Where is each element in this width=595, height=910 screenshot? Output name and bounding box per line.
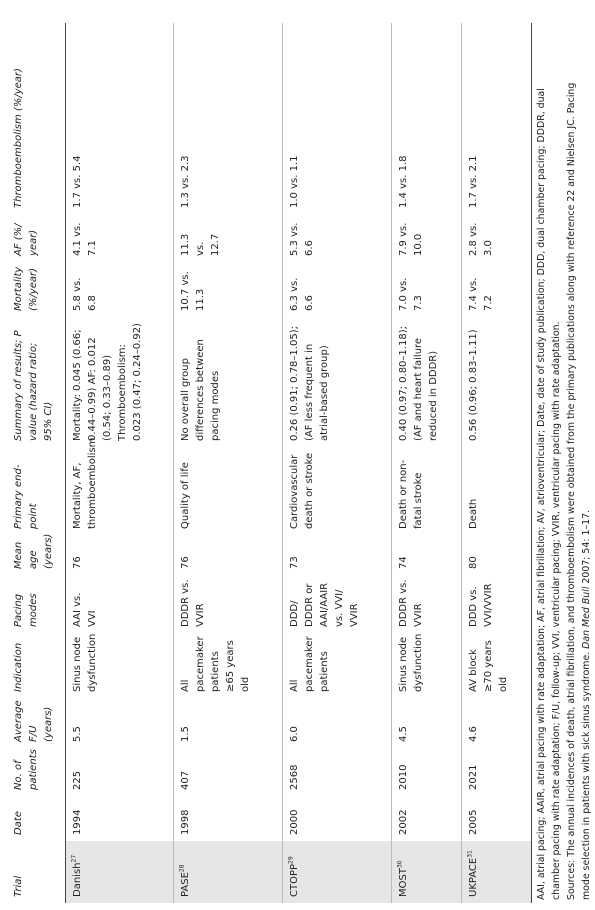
trial-cell <box>462 841 532 903</box>
mean-age-cell: 74 <box>392 535 462 575</box>
trial-cell <box>174 841 283 903</box>
trial-name: PASE <box>180 872 192 897</box>
patients-cell: 2568 <box>283 748 392 796</box>
followup-cell: 4.5 <box>392 698 462 748</box>
followup-cell: 5.5 <box>65 698 174 748</box>
date-cell: 2002 <box>392 796 462 841</box>
af-cell: 4.1 vs. 7.1 <box>65 214 174 262</box>
table-row <box>392 23 462 903</box>
trial-name: MOST <box>398 868 410 897</box>
mortality-cell: 7.0 vs. 7.3 <box>392 262 462 317</box>
mortality-cell: 7.4 vs. 7.2 <box>462 262 532 317</box>
reference-number: 27 <box>70 854 78 863</box>
table-footnotes <box>534 20 594 900</box>
thromboembolism-cell: 1.4 vs. 1.8 <box>392 23 462 214</box>
endpoint-cell: Cardiovascular death or stroke <box>283 447 392 535</box>
indication-cell: Sinus node dysfunction <box>392 633 462 698</box>
thromboembolism-cell: 1.3 vs. 2.3 <box>174 23 283 214</box>
column-header: Mean age (years) <box>7 535 65 575</box>
date-cell: 2000 <box>283 796 392 841</box>
endpoint-cell: Quality of life <box>174 447 283 535</box>
patients-cell: 2021 <box>462 748 532 796</box>
endpoint-cell: Mortality, AF, thromboembolism <box>65 447 174 535</box>
column-header: No. of patients <box>7 748 65 796</box>
column-header: Summary of results; P value (hazard ratio; 95% CI) <box>7 317 65 447</box>
column-header: Average F/U (years) <box>7 698 65 748</box>
summary-cell: 0.40 (0.97; 0.80–1.18); (AF and heart failure reduced in DDDR) <box>392 317 462 447</box>
table-row <box>462 23 532 903</box>
column-header: Indication <box>7 633 65 698</box>
pacing-modes-cell: DDD vs. VVI/VVIR <box>462 575 532 633</box>
endpoint-cell: Death <box>462 447 532 535</box>
trial-cell <box>283 841 392 903</box>
citation-text: 2007; 54: 1–17. <box>581 509 592 584</box>
indication-cell: AV block ≥70 years old <box>462 633 532 698</box>
endpoint-cell: Death or non-fatal stroke <box>392 447 462 535</box>
pacing-modes-cell: DDDR vs. VVIR <box>392 575 462 633</box>
sources-line: Sources: The annual incidences of death, atrial fibrillation, and thromboembolism were obtained from the primary publications along with reference 22 and Nielsen JC. Pacing <box>566 82 577 900</box>
mortality-cell: 5.8 vs. 6.8 <box>65 262 174 317</box>
summary-cell: No overall group differences between pacing modes <box>174 317 283 447</box>
table-row <box>174 23 283 903</box>
abbreviations-line: chamber pacing with rate adaptation; F/U, follow-up; VVI, ventricular pacing; VVIR, ventricular pacing with rate adaptation. <box>551 321 562 900</box>
indication-cell: Sinus node dysfunction <box>65 633 174 698</box>
trial-cell <box>65 841 174 903</box>
mean-age-cell: 76 <box>65 535 174 575</box>
summary-cell: Mortality: 0.045 (0.66; 0.44–0.99) AF: 0.012 (0.54; 0.33–0.89) Thromboembolism: 0.023 (0.47; 0.24–0.92) <box>65 317 174 447</box>
date-cell: 1994 <box>65 796 174 841</box>
sources-text: mode selection in patients with sick sinus syndrome. <box>581 651 592 900</box>
column-header: Thromboembolism (%/year) <box>7 23 65 214</box>
abbreviations-line: AAI, atrial pacing; AAIR, atrial pacing with rate adaptation; AF, atrial fibrillation; AV, atrioventricular; Date, date of study publication; DDD, dual chamber pacing; DDDR, dual <box>536 88 547 900</box>
summary-cell: 0.26 (0.91; 0.78–1.05); (AF less frequent in atrial-based group) <box>283 317 392 447</box>
trial-cell <box>392 841 462 903</box>
reference-number: 28 <box>179 864 187 873</box>
table-row <box>65 23 174 903</box>
mean-age-cell: 80 <box>462 535 532 575</box>
column-header: Pacing modes <box>7 575 65 633</box>
followup-cell: 1.5 <box>174 698 283 748</box>
date-cell: 1998 <box>174 796 283 841</box>
column-header: Trial <box>7 841 65 903</box>
column-header: Date <box>7 796 65 841</box>
mean-age-cell: 73 <box>283 535 392 575</box>
pacing-modes-cell: AAI vs. VVI <box>65 575 174 633</box>
af-cell: 11.3 vs. 12.7 <box>174 214 283 262</box>
pacing-modes-cell: DDDR vs. VVIR <box>174 575 283 633</box>
table-row <box>283 23 392 903</box>
thromboembolism-cell: 1.7 vs. 2.1 <box>462 23 532 214</box>
header-row <box>7 23 65 903</box>
patients-cell: 2010 <box>392 748 462 796</box>
patients-cell: 225 <box>65 748 174 796</box>
trial-name: UKPACE <box>468 857 479 897</box>
af-cell: 5.3 vs. 6.6 <box>283 214 392 262</box>
pacing-modes-cell: DDD/ DDDR or AAI/AAIR vs. VVI/ VVIR <box>283 575 392 633</box>
followup-cell: 6.0 <box>283 698 392 748</box>
mortality-cell: 10.7 vs. 11.3 <box>174 262 283 317</box>
thromboembolism-cell: 1.7 vs. 5.4 <box>65 23 174 214</box>
column-header: Primary end-point <box>7 447 65 535</box>
reference-number: 31 <box>466 850 474 858</box>
indication-cell: All pacemaker patients <box>283 633 392 698</box>
af-cell: 2.8 vs. 3.0 <box>462 214 532 262</box>
patients-cell: 407 <box>174 748 283 796</box>
trial-name: CTOPP <box>289 863 301 897</box>
trials-table <box>7 23 532 903</box>
followup-cell: 4.6 <box>462 698 532 748</box>
thromboembolism-cell: 1.0 vs. 1.1 <box>283 23 392 214</box>
reference-number: 29 <box>287 856 295 864</box>
column-header: Mortality (%/year) <box>7 262 65 317</box>
af-cell: 7.9 vs. 10.0 <box>392 214 462 262</box>
column-header: AF (%/ year) <box>7 214 65 262</box>
mean-age-cell: 76 <box>174 535 283 575</box>
summary-cell: 0.56 (0.96; 0.83–1.11) <box>462 317 532 447</box>
trial-name: Danish <box>71 862 83 897</box>
sources-line <box>579 20 594 900</box>
mortality-cell: 6.3 vs. 6.6 <box>283 262 392 317</box>
date-cell: 2005 <box>462 796 532 841</box>
indication-cell: All pacemaker patients ≥65 years old <box>174 633 283 698</box>
reference-number: 30 <box>396 860 404 869</box>
journal-name: Dan Med Bull <box>581 586 592 649</box>
